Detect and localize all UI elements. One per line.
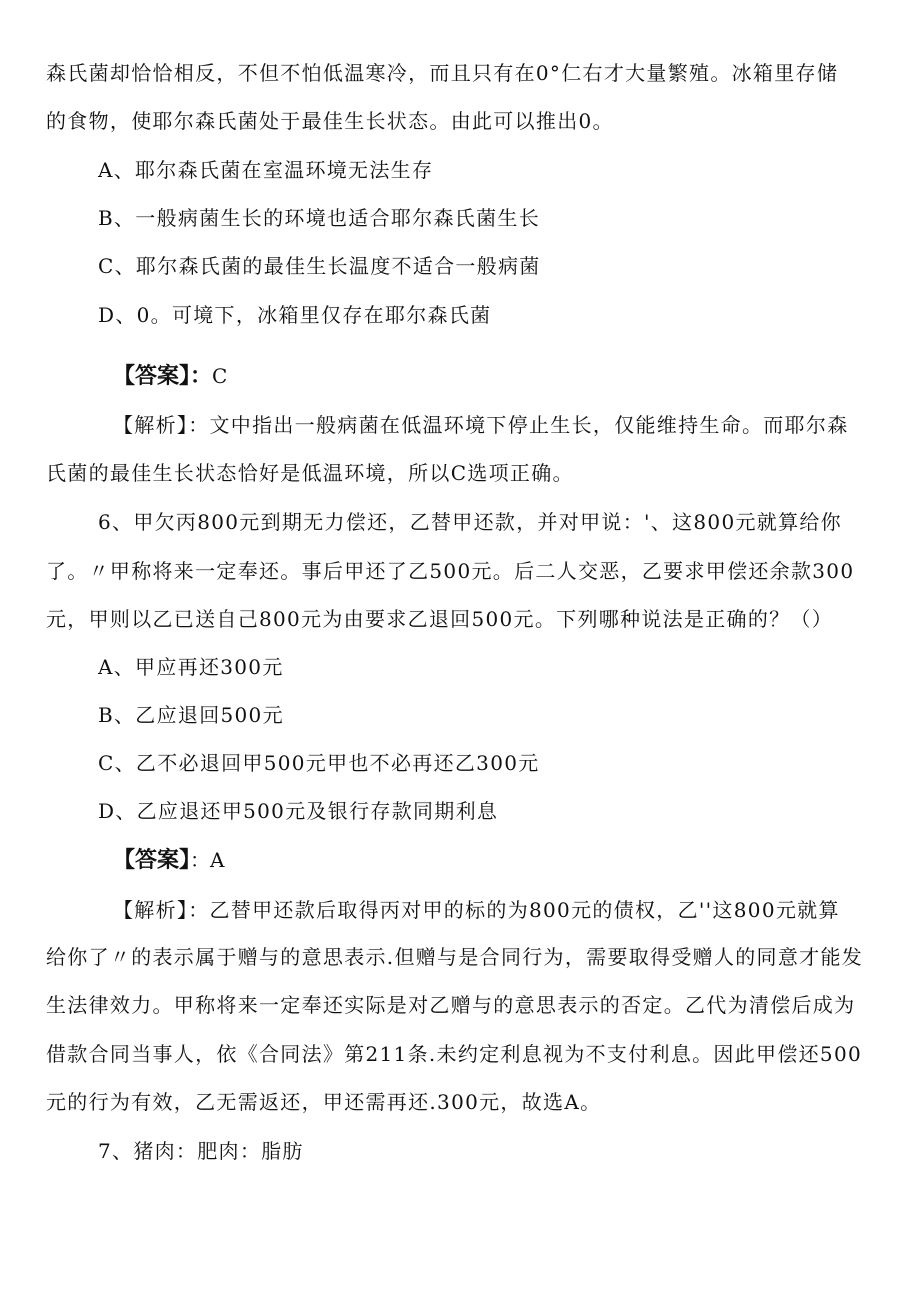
option-d: D、0。可境下，冰箱里仅存在耶尔森氏菌	[98, 303, 492, 327]
question-stem-line: 了。〃甲称将来一定奉还。事后甲还了乙500元。后二人交恶，乙要求甲偿还余款300	[46, 559, 855, 583]
question-stem-line: 元，甲则以乙已送自己800元为由要求乙退回500元。下列哪种说法是正确的？（）	[46, 607, 834, 631]
analysis-line: 【解析】：乙替甲还款后取得丙对甲的标的为800元的债权，乙''这800元就算	[113, 898, 840, 922]
option-a: A、甲应再还300元	[98, 655, 284, 679]
answer-value: ：A	[190, 848, 225, 872]
answer-line	[113, 846, 224, 874]
answer-label: 【答案】	[113, 847, 191, 873]
paragraph-line: 森氏菌却恰恰相反，不但不怕低温寒冷，而且只有在0°仁右才大量繁殖。冰箱里存储	[46, 61, 839, 85]
analysis-line: 给你了〃的表示属于赠与的意思表示.但赠与是合同行为，需要取得受赠人的同意才能发	[46, 945, 864, 969]
analysis-line: 氏菌的最佳生长状态恰好是低温环境，所以C选项正确。	[46, 461, 574, 485]
option-b: B、一般病菌生长的环境也适合耶尔森氏菌生长	[98, 206, 540, 230]
question-stem-line: 6、甲欠丙800元到期无力偿还，乙替甲还款，并对甲说：'、这800元就算给你	[98, 510, 842, 534]
analysis-line: 生法律效力。甲称将来一定奉还实际是对乙赠与的意思表示的否定。乙代为清偿后成为	[46, 993, 856, 1017]
option-a: A、耶尔森氏菌在室温环境无法生存	[98, 158, 434, 182]
analysis-line: 【解析】：文中指出一般病菌在低温环境下停止生长，仅能维持生命。而耶尔森	[113, 413, 849, 437]
paragraph-line: 的食物，使耶尔森氏菌处于最佳生长状态。由此可以推出0。	[46, 109, 614, 133]
answer-line	[113, 362, 227, 390]
analysis-line: 元的行为有效，乙无需返还，甲还需再还.300元，故选A。	[46, 1090, 602, 1114]
option-d: D、乙应退还甲500元及银行存款同期利息	[98, 799, 499, 823]
answer-value: C	[212, 364, 228, 388]
analysis-line: 借款合同当事人，依《合同法》第211条.未约定利息视为不支付利息。因此甲偿还500	[46, 1042, 863, 1066]
option-b: B、乙应退回500元	[98, 703, 284, 727]
option-c: C、乙不必退回甲500元甲也不必再还乙300元	[98, 751, 540, 775]
question-stem-line: 7、猪肉：肥肉：脂肪	[98, 1139, 304, 1163]
answer-label: 【答案】：	[113, 363, 213, 389]
option-c: C、耶尔森氏菌的最佳生长温度不适合一般病菌	[98, 254, 541, 278]
